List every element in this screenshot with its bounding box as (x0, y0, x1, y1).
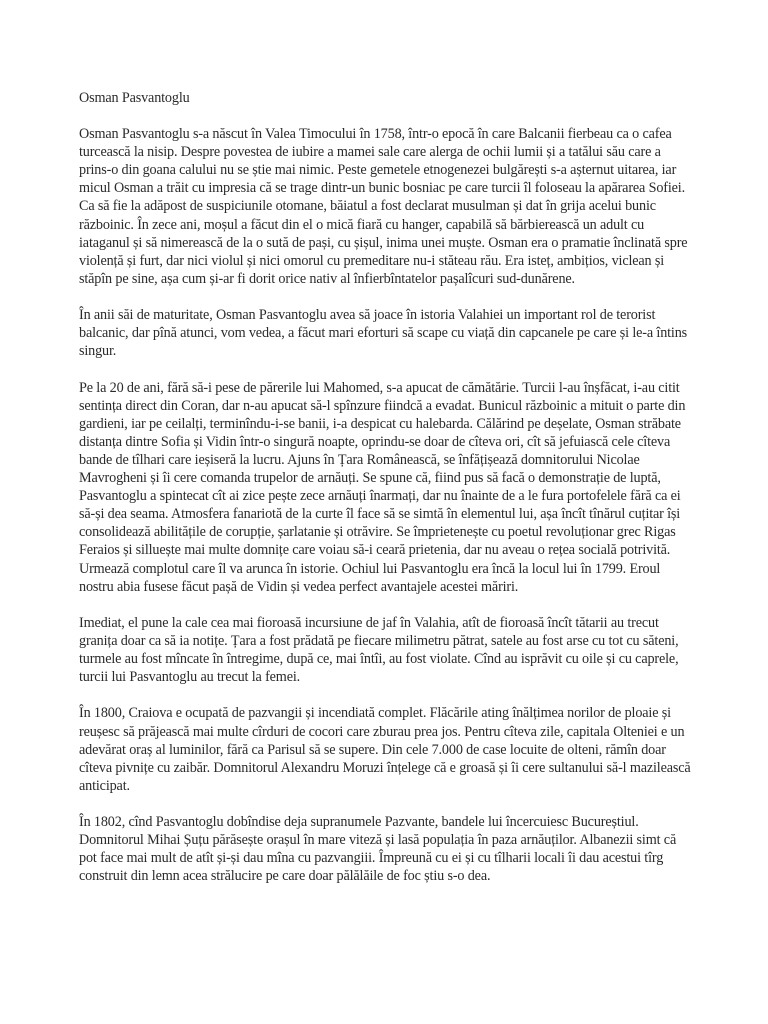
document-title: Osman Pasvantoglu (79, 90, 190, 106)
paragraph-1: Osman Pasvantoglu s-a născut în Valea Timocului în 1758, într-o epocă în care Balcanii fierbeau ca o cafea turcească la nisip. Despre povestea de iubire a mamei sale care alerga de ochii lumii și a tatălui său care a prins-o din goana calului nu se știe mai nimic. Peste gemetele etnogenezei bulgărești s-a așternut uitarea, iar micul Osman a trăit cu impresia că se trage dintr-un bunic bosniac pe care turcii îl foloseau la apărarea Sofiei. Ca să fie la adăpost de suspiciunile otomane, băiatul a fost declarat musulman și dat în grija acelui bunic războinic. În zece ani, moșul a făcut din el o mică fiară cu hanger, capabilă să bărbierească un adult cu iataganul și să nimerească de la o sută de pași, cu șișul, inima unei muște. Osman era o pramatie înclinată spre violență și furt, dar nici violul și nici omorul cu premeditare nu-i stăteau rău. Era isteț, ambițios, viclean și stăpîn pe sine, așa cum și-ar fi dorit orice nativ al înfierbîntatelor pașalîcuri sud-dunărene. (79, 126, 688, 287)
paragraph-5: În 1800, Craiova e ocupată de pazvangii și incendiată complet. Flăcările ating înălțimea norilor de ploaie și reușesc să prăjească mai multe cîrduri de cocori care zburau prea jos. Pentru cîteva zile, capitala Olteniei e un adevărat oraș al luminilor, fără ca Parisul să se supere. Din cele 7.000 de case locuite de olteni, rămîn doar cîteva pivnițe cu zaibăr. Domnitorul Alexandru Moruzi înțelege că e groasă și îi cere sultanului să-l mazilească anticipat. (79, 705, 691, 794)
paragraph-4: Imediat, el pune la cale cea mai fioroasă incursiune de jaf în Valahia, atît de fioroasă încît tătarii au trecut granița doar ca să ia notițe. Țara a fost prădată pe fiecare milimetru pătrat, satele au fost arse cu tot cu săteni, turmele au fost mîncate în întregime, după ce, mai întîi, au fost violate. Cînd au isprăvit cu oile și cu caprele, turcii lui Pasvantoglu au trecut la femei. (79, 614, 679, 686)
document-body (79, 89, 694, 904)
paragraph-2: În anii săi de maturitate, Osman Pasvantoglu avea să joace în istoria Valahiei un important rol de terorist balcanic, dar pînă atunci, vom vedea, a făcut mari eforturi să scape cu viață din capcanele pe care și le-a întins singur. (79, 307, 688, 360)
paragraph-3: Pe la 20 de ani, fără să-i pese de părerile lui Mahomed, s-a apucat de cămătărie. Turcii l-au înșfăcat, i-au citit sentința direct din Coran, dar n-au apucat să-l spînzure fiindcă a evadat. Bunicul războinic a mituit o parte din gardieni, iar pe ceilalți, terminîndu-i-se banii, i-a despicat cu halebarda. Călărind pe deșelate, Osman străbate distanța dintre Sofia și Vidin într-o singură noapte, oprindu-se doar de cîteva ori, cît să jefuiască cele cîteva bande de tîlhari care ieșiseră la lucru. Ajuns în Țara Românească, se înfățișează domnitorului Nicolae Mavrogheni și îi cere comanda trupelor de arnăuți. Se spune că, fiind pus să facă o demonstrație de luptă, Pasvantoglu a spintecat cît ai zice pește zece arnăuți înarmați, dar nu înainte de a le fura portofelele fără ca ei să-și dea seama. Atmosfera fanariotă de la curte îl face să se simtă în elementul lui, așa încît tînărul cuțitar își consolidează abilitățile de corupție, șarlatanie și otrăvire. Se împrietenește cu poetul revoluționar grec Rigas Feraios și silluește mai multe domnițe care voiau să-i ceară prietenia, dar nu aveau o rețea socială potrivită. Urmează complotul care îl va arunca în istorie. Ochiul lui Pasvantoglu era încă la locul lui în 1799. Eroul nostru abia fusese făcut pașă de Vidin și vedea perfect avantajele acestei măriri. (79, 379, 686, 595)
paragraph-6: În 1802, cînd Pasvantoglu dobîndise deja supranumele Pazvante, bandele lui încercuiesc Bucureștiul. Domnitorul Mihai Șuțu părăsește orașul în mare viteză și lasă populația în paza arnăuților. Albanezii simt că pot face mai mult de atît și-și dau mîna cu pazvangiii. Împreună cu ei și cu tîlharii locali îi dau acestui tîrg construit din lemn acea strălucire pe care doar pălălăile de foc știu s-o dea. (79, 814, 677, 885)
